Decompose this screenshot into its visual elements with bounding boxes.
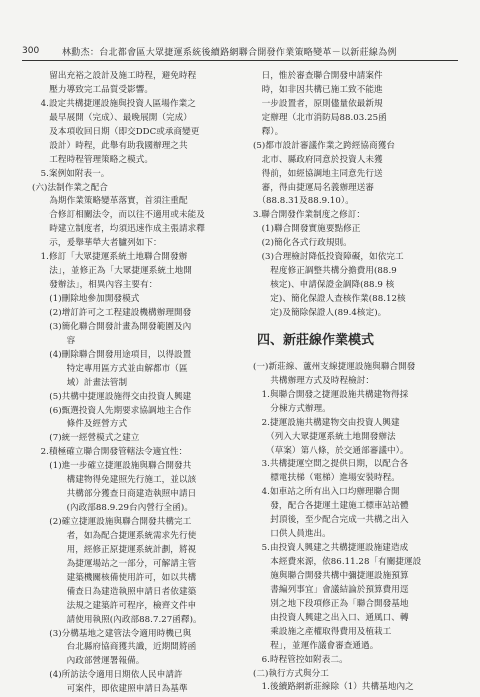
text-line: (4)所訪法令適用日期依人民申請許: [32, 670, 183, 681]
text-line: 可案件，即依建照申請日為基準: [32, 684, 188, 695]
text-line: 特定專用區方式並由解都市（區: [32, 363, 188, 374]
text-line: 日，惟於審查聯合開發申請案件: [253, 71, 383, 81]
text-line: 發，配合各捷運土建施工標車站站體: [253, 501, 409, 512]
text-line: (一)新莊線、蘆州支線捷運設施與聯合開發: [253, 361, 416, 372]
text-line: 2.捷運設施共構建物交由投資人興建: [253, 417, 400, 428]
text-line: 一步設置者，原則儘量依最新規: [253, 98, 383, 109]
text-line: 者，如為配合捷運系統需求先行使: [32, 530, 197, 541]
text-line: (3)簡化聯合開發計畫為開發範圍及內: [32, 321, 192, 332]
text-line: 1.修訂「大眾捷運系統土地聯合開發辦: [32, 252, 188, 263]
text-line: 時，如非因共構已施工致不能進: [253, 84, 383, 95]
section-heading: 四、新莊線作業模式: [257, 332, 375, 348]
text-line: 本經費來源，依86.11.28「有關捷運設: [253, 557, 422, 567]
text-line: 1.與聯合開發之捷運設施共構建物得採: [253, 389, 409, 400]
running-title: 林勳杰：台北都會區大眾捷運系統後續路網聯合開發作業策略變革－以新莊線為例: [62, 47, 397, 58]
text-line: 定)及簡除保證人(89.4核定)。: [253, 307, 387, 318]
text-line: 乘設施之產權取得費用及植栽工: [253, 626, 392, 637]
text-line: 程」，並運作議會審查通過。: [253, 640, 379, 651]
text-line: 2.積極確立聯合開發管轄法令適宜性：: [32, 447, 188, 458]
text-line: 及本項收回日期（即交DDC或承商變更: [32, 126, 200, 137]
text-line: 審，得由捷運局名義辦理送審: [253, 182, 375, 193]
text-line: (7)統一經營模式之建立: [32, 433, 140, 444]
text-line: （草案）第八條，於交通部審議中）。: [253, 445, 409, 456]
text-line: 台北縣府協商獲共識，近期間將函: [32, 642, 197, 653]
text-line: 由投資人興建之出入口、通風口、轉: [253, 612, 409, 623]
right-text-column: [253, 70, 455, 695]
text-line: 6.時程管控如附表二。: [253, 654, 348, 665]
text-line: 法」，並修正為「大眾捷運系統土地開: [32, 266, 192, 277]
text-line: (六)法制作業之配合: [32, 182, 108, 193]
text-line: 5.由投資人興建之共構捷運設施建造成: [253, 543, 409, 554]
page-header: [22, 44, 458, 58]
text-line: 共構辦理方式及時程檢討：: [253, 375, 375, 386]
text-line: （88.8.31及88.9.10）。: [253, 196, 354, 207]
text-line: (5)共構中捷運設施得交由投資人興建: [32, 391, 192, 402]
text-line: 4.設定共構捷運設施與投資人區場作業之: [32, 98, 196, 109]
text-line: 共構部分獲查日商建造執照申請日: [32, 489, 197, 500]
text-line: 條件及經營方式: [32, 419, 128, 430]
text-line: 內政部營運署報備。: [32, 656, 145, 667]
text-line: 壓力導致完工品質受影響。: [32, 84, 154, 95]
header-rule: [22, 60, 458, 61]
text-line: (二)執行方式與分工: [253, 668, 329, 679]
text-line: (4)刪除聯合開發用途項目，以得設置: [32, 349, 192, 360]
text-line: 請使用執照(內政部88.7.27函釋)。: [32, 614, 202, 625]
text-line: 備查日為建造執照申請日者依建築: [32, 586, 197, 597]
text-line: 建築機關核備使用許可，如以共構: [32, 572, 197, 583]
text-line: 設計）時程，此舉有助我國辦理之共: [32, 140, 188, 151]
text-line: 時建立制度者，均須迅速作成主張請求釋: [32, 224, 205, 235]
text-line: 法規之建築許可程序，檢齊文件申: [32, 600, 197, 611]
text-line: 容: [32, 335, 76, 346]
text-line: (2)簡化各式行政規則。: [253, 238, 352, 249]
text-line: 釋）。: [253, 126, 284, 137]
text-line: 域）計畫法管制: [32, 377, 128, 388]
text-line: 分棟方式辦理。: [253, 403, 331, 414]
text-line: 程度修正調整共構分擔費用(88.9: [253, 266, 397, 277]
text-line: 定辦理（北市消防局88.03.25函: [253, 112, 387, 123]
text-line: 最早展開（完成）、最晚展開（完成）: [32, 112, 192, 123]
text-line: 留出充裕之設計及施工時程，避免時程: [32, 71, 197, 81]
text-line: 5.案例如附表一。: [32, 168, 110, 179]
text-line: (3)分構基地之建管法令適用時機已與: [32, 628, 192, 639]
text-line: 定)、簡化保證人查核作業(88.12核: [253, 294, 406, 304]
text-line: (1)聯合開發實施要點修正: [253, 224, 361, 235]
text-line: (6)甄選投資人先期要求協調地主合作: [32, 405, 192, 416]
text-line: (內政部88.9.29台內營行全函)。: [32, 503, 193, 514]
text-line: 為期作業策略變革落實，首須注重配: [32, 196, 188, 207]
text-line: 發辦法」，相異內容主要有：: [32, 280, 158, 291]
text-line: 工程時程管理策略之模式。: [32, 154, 154, 165]
text-line: (3)合理檢討降低投資障礙，如依完工: [253, 252, 404, 263]
text-line: 得前，如經協調地主同意先行送: [253, 168, 383, 179]
text-line: (1)刪除地參加開發模式: [32, 294, 140, 304]
text-line: 3.共構捷運空間之提供日期，以配合各: [253, 459, 409, 470]
text-line: (5)都市設計審議作業之跨經協商獲台: [253, 140, 395, 151]
text-line: 3.聯合開發作業制度之修訂：: [253, 210, 366, 221]
text-line: 施與聯合開發共構中彌捷運設施預算: [253, 570, 409, 581]
text-line: 別之地下段項修正為「聯合開發基地: [253, 598, 409, 609]
page-number: 300: [22, 46, 40, 56]
text-line: （列入大眾捷運系統土地開發辦法: [253, 431, 396, 442]
left-text-column: [32, 70, 234, 697]
text-line: (1)進一步確立捷運設施與聯合開發共: [32, 461, 192, 472]
text-line: 標電扶梯（電梯）進場安裝時程。: [253, 473, 400, 484]
text-line: 核定)、申請保證金調降(88.9 核: [253, 280, 395, 291]
text-line: 為捷運場站之一部分，可解請主管: [32, 558, 197, 569]
text-line: 構建物得免建照先行施工，並以該: [32, 475, 197, 486]
text-line: 1.後續路網新莊線除（1）共構基地內之: [253, 682, 414, 693]
text-line: 示，爰舉華犖大者臚列如下：: [32, 238, 162, 249]
text-line: 北市、縣政府同意於投資人未獲: [253, 154, 383, 165]
text-line: (2)確立捷運設施與聯合開發共構完工: [32, 517, 192, 527]
text-line: 4.如車站之所有出入口均辦理聯合開: [253, 487, 400, 498]
text-line: 書編列事宜」會議結論於預算費用逕: [253, 584, 409, 595]
text-line: 用，經修正原捷運系統計劃，將視: [32, 544, 197, 555]
text-line: 封頂後，至少配合完成一共構之出入: [253, 515, 409, 526]
text-line: (2)增訂許可之工程建設機構辦理開發: [32, 307, 192, 318]
text-line: 合修訂相關法令，而以往不適用或未能及: [32, 210, 205, 221]
text-line: 口供人員進出。: [253, 529, 331, 540]
